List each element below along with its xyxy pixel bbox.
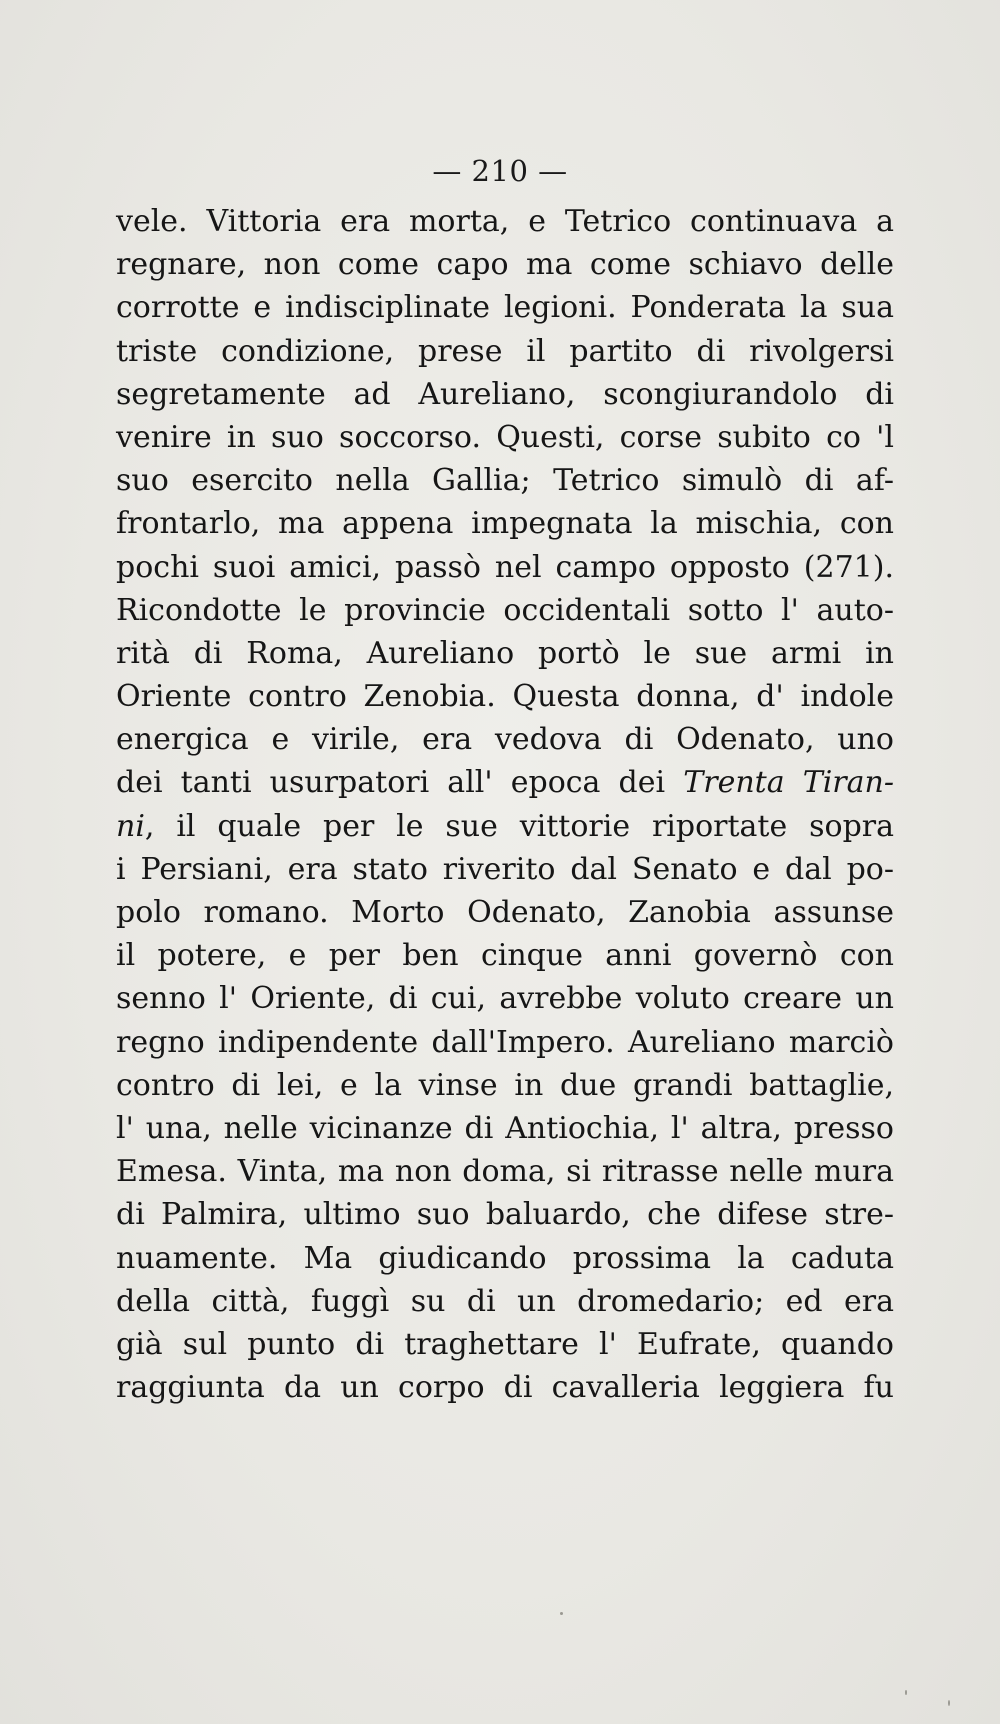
text-line: [116, 1323, 894, 1366]
text-span: i Persiani, era stato riverito dal Senato e dal po-: [116, 851, 894, 887]
text-line: [116, 848, 894, 891]
text-span: frontarlo, ma appena impegnata la mischia, con: [116, 506, 894, 542]
page-number: — 210 —: [432, 154, 568, 188]
text-line: [116, 675, 894, 718]
text-span: suo esercito nella Gallia; Tetrico simulò di af-: [116, 463, 894, 499]
text-line: [116, 1237, 894, 1280]
text-line: [116, 718, 894, 761]
text-line: [116, 546, 894, 589]
text-line: [116, 1193, 894, 1236]
text-span: senno l' Oriente, di cui, avrebbe voluto creare un: [116, 981, 894, 1017]
text-span: triste condizione, prese il partito di rivolgersi: [116, 333, 894, 369]
text-span: contro di lei, e la vinse in due grandi battaglie,: [116, 1067, 894, 1103]
text-line: [116, 373, 894, 416]
text-span: Oriente contro Zenobia. Questa donna, d' indole: [116, 679, 894, 715]
text-span: il potere, e per ben cinque anni governò con: [116, 938, 894, 974]
text-line: [116, 1021, 894, 1064]
text-line: [116, 1064, 894, 1107]
text-line: [116, 286, 894, 329]
text-line: [116, 1366, 894, 1409]
text-span: energica e virile, era vedova di Odenato, uno: [116, 722, 894, 758]
text-span: raggiunta da un corpo di cavalleria leggiera fu: [116, 1370, 894, 1406]
text-line: [116, 1107, 894, 1150]
text-line: [116, 589, 894, 632]
text-span: rità di Roma, Aureliano portò le sue armi in: [116, 635, 894, 671]
text-span: della città, fuggì su di un dromedario; ed era: [116, 1283, 894, 1319]
text-span: già sul punto di traghettare l' Eufrate, quando: [116, 1326, 894, 1362]
text-line: [116, 1150, 894, 1193]
text-line: [116, 891, 894, 934]
body-text: [116, 200, 894, 1409]
paper-speck: [560, 1612, 563, 1615]
text-line: [116, 761, 894, 804]
text-span: polo romano. Morto Odenato, Zanobia assunse: [116, 895, 894, 930]
text-line: [116, 632, 894, 675]
text-line: [116, 805, 894, 848]
text-span: regno indipendente dall'Impero. Aureliano marciò: [116, 1024, 894, 1060]
text-line: [116, 330, 894, 373]
text-line: [116, 416, 894, 459]
paper-speck: [948, 1700, 950, 1706]
text-span: dei tanti usurpatori all' epoca dei: [116, 765, 684, 801]
text-line: [116, 200, 894, 243]
text-span: nuamente. Ma giudicando prossima la caduta: [116, 1240, 894, 1276]
text-span: Emesa. Vinta, ma non doma, si ritrasse nelle mura: [116, 1154, 894, 1190]
text-line: [116, 459, 894, 502]
text-span: segretamente ad Aureliano, scongiurandolo di: [116, 376, 894, 412]
text-span: vele. Vittoria era morta, e Tetrico continuava a: [116, 204, 894, 239]
text-span: , il quale per le sue vittorie riportate sopra: [144, 808, 894, 844]
text-span: Ricondotte le provincie occidentali sotto l' auto-: [116, 592, 894, 628]
paper-speck: [905, 1690, 907, 1695]
text-span: corrotte e indisciplinate legioni. Ponderata la sua: [116, 290, 894, 326]
text-span: pochi suoi amici, passò nel campo opposto (271).: [116, 549, 894, 585]
text-line: [116, 502, 894, 545]
text-line: [116, 1280, 894, 1323]
text-span: venire in suo soccorso. Questi, corse subito co 'l: [116, 419, 894, 455]
text-line: [116, 977, 894, 1020]
italic-title: ni: [116, 808, 145, 844]
text-span: di Palmira, ultimo suo baluardo, che difese stre-: [116, 1197, 894, 1233]
text-span: regnare, non come capo ma come schiavo delle: [116, 247, 894, 283]
text-line: [116, 243, 894, 286]
text-span: l' una, nelle vicinanze di Antiochia, l' altra, presso: [116, 1110, 894, 1146]
text-line: [116, 934, 894, 977]
italic-title: Trenta Tiran-: [683, 765, 894, 801]
